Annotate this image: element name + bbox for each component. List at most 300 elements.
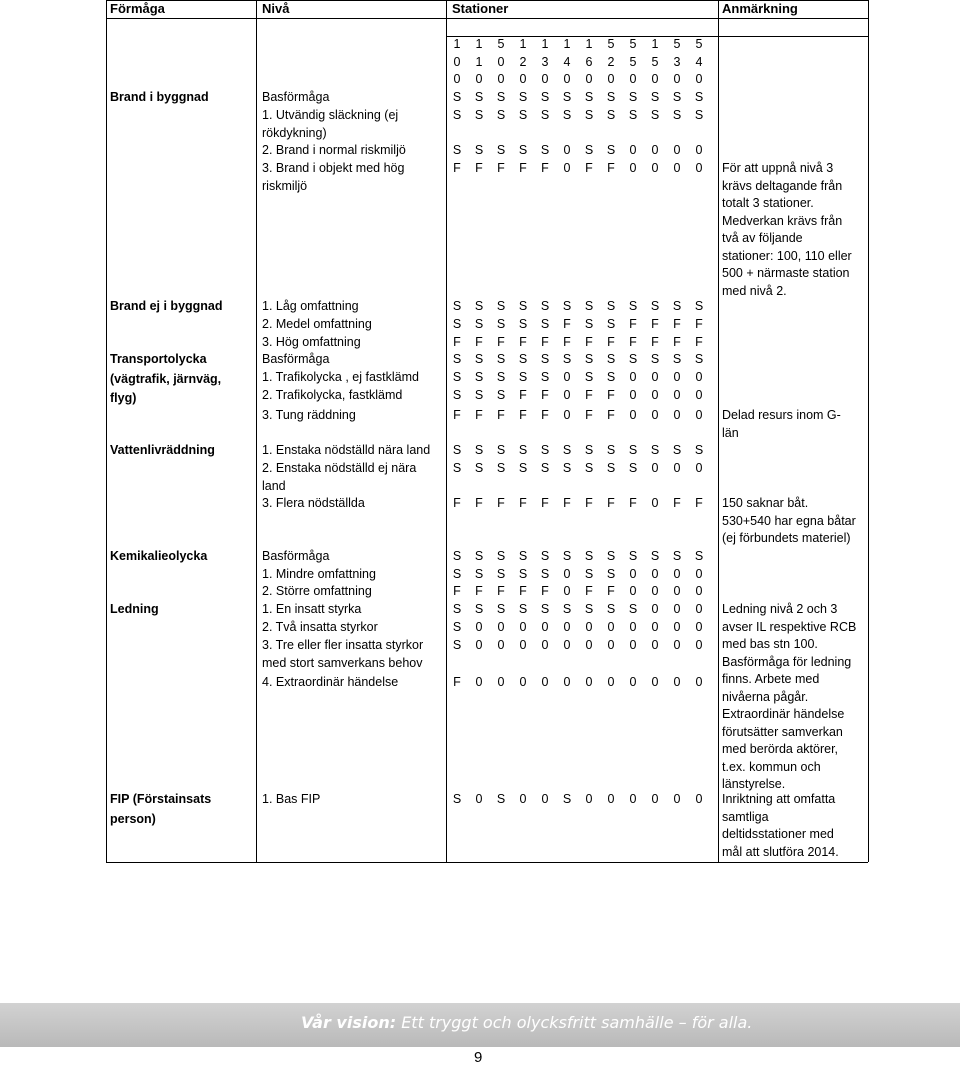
station-level-cell: F (585, 161, 593, 175)
station-level-cell: F (585, 584, 593, 598)
level-label: riskmiljö (262, 178, 308, 193)
station-level-cell: S (474, 370, 484, 384)
level-label: 3. Tre eller fler insatta styrkor (262, 638, 424, 652)
station-level-cell: S (496, 108, 506, 122)
remark-text: med nivå 2. (722, 283, 787, 298)
level-label: 1. Mindre omfattning (262, 567, 376, 581)
remark-text: Ledning nivå 2 och 3 (722, 602, 838, 616)
station-level-cell: S (672, 549, 682, 563)
station-level-cell: S (540, 352, 550, 366)
station-level-cell: 0 (475, 638, 483, 652)
station-level-cell: S (496, 792, 506, 806)
station-level-cell: F (519, 388, 527, 402)
station-level-cell: S (518, 108, 528, 122)
station-level-cell: S (672, 108, 682, 122)
station-level-cell: 0 (519, 675, 527, 689)
station-level-cell: 0 (563, 584, 571, 598)
station-level-cell: S (518, 549, 528, 563)
station-level-cell: 0 (541, 675, 549, 689)
station-level-cell: S (474, 352, 484, 366)
station-level-cell: 0 (629, 675, 637, 689)
station-number-digit: 0 (497, 54, 505, 69)
capability-label: FIP (Förstainsats (110, 792, 212, 806)
station-level-cell: S (540, 299, 550, 313)
station-level-cell: 0 (607, 638, 615, 652)
station-level-cell: S (496, 549, 506, 563)
station-level-cell: S (496, 299, 506, 313)
station-level-cell: F (673, 335, 681, 349)
station-level-cell: S (452, 317, 462, 331)
station-level-cell: 0 (695, 602, 703, 616)
station-level-cell: F (607, 496, 615, 510)
station-level-cell: F (673, 496, 681, 510)
level-label: 1. Trafikolycka , ej fastklämd (262, 370, 420, 384)
station-level-cell: S (518, 299, 528, 313)
station-level-cell: 0 (629, 143, 637, 157)
station-level-cell: 0 (563, 620, 571, 634)
station-level-cell: 0 (673, 370, 681, 384)
station-level-cell: 0 (651, 602, 659, 616)
station-level-cell: 0 (673, 143, 681, 157)
station-level-cell: S (496, 567, 506, 581)
station-level-cell: F (563, 496, 571, 510)
header-niva: Nivå (262, 1, 290, 16)
level-label: 1. Låg omfattning (262, 299, 359, 313)
station-level-cell: S (496, 370, 506, 384)
station-level-cell: S (496, 602, 506, 616)
station-level-cell: F (629, 335, 637, 349)
station-level-cell: 0 (629, 408, 637, 422)
remark-text: 500 + närmaste station (722, 266, 850, 280)
station-level-cell: F (541, 496, 549, 510)
station-level-cell: 0 (651, 638, 659, 652)
station-level-cell: 0 (651, 408, 659, 422)
station-level-cell: F (519, 584, 527, 598)
station-level-cell: S (606, 461, 616, 475)
station-level-cell: 0 (695, 370, 703, 384)
station-level-cell: F (695, 496, 703, 510)
station-level-cell: F (585, 496, 593, 510)
station-number-digit: 5 (695, 37, 703, 51)
capability-label: Kemikalieolycka (110, 549, 208, 563)
station-level-cell: S (672, 352, 682, 366)
remark-text: Medverkan krävs från (722, 213, 843, 228)
station-level-cell: S (628, 108, 638, 122)
station-level-cell: F (585, 388, 593, 402)
capability-label: Brand ej i byggnad (110, 299, 223, 313)
level-label: 2. Trafikolycka, fastklämd (262, 388, 403, 402)
remark-text: Inriktning att omfatta (722, 792, 836, 806)
station-level-cell: S (584, 549, 594, 563)
station-level-cell: 0 (673, 792, 681, 806)
station-level-cell: S (694, 549, 704, 563)
remark-text: Basförmåga för ledning (722, 654, 852, 669)
station-level-cell: F (585, 335, 593, 349)
station-level-cell: S (694, 299, 704, 313)
capability-table (106, 0, 868, 862)
station-level-cell: S (474, 602, 484, 616)
remark-text: (ej förbundets materiel) (722, 531, 851, 545)
station-level-cell: 0 (651, 584, 659, 598)
station-level-cell: 0 (651, 496, 659, 510)
station-number-digit: 0 (453, 72, 461, 86)
station-level-cell: F (541, 335, 549, 349)
station-level-cell: 0 (475, 675, 483, 689)
station-level-cell: S (628, 443, 638, 457)
station-level-cell: S (540, 90, 550, 104)
station-number-digit: 1 (519, 37, 527, 51)
station-number-digit: 5 (629, 54, 637, 69)
station-level-cell: S (518, 461, 528, 475)
slogan-text: Ett tryggt och olycksfritt samhälle – för alla. (396, 1013, 753, 1032)
station-level-cell: S (562, 108, 572, 122)
station-number-digit: 0 (563, 72, 571, 86)
station-level-cell: S (562, 352, 572, 366)
station-level-cell: S (496, 443, 506, 457)
station-level-cell: S (562, 602, 572, 616)
station-level-cell: 0 (475, 792, 483, 806)
remark-text: totalt 3 stationer. (722, 196, 814, 210)
station-level-cell: 0 (651, 370, 659, 384)
station-level-cell: 0 (695, 388, 703, 402)
station-number-digit: 1 (453, 37, 461, 51)
station-level-cell: 0 (695, 161, 703, 175)
station-level-cell: S (584, 370, 594, 384)
station-level-cell: S (518, 352, 528, 366)
station-level-cell: 0 (563, 143, 571, 157)
station-level-cell: S (606, 143, 616, 157)
station-level-cell: F (563, 317, 571, 331)
station-level-cell: S (584, 299, 594, 313)
station-level-cell: F (497, 496, 505, 510)
station-level-cell: S (540, 602, 550, 616)
station-level-cell: F (475, 584, 483, 598)
station-level-cell: 0 (629, 567, 637, 581)
station-level-cell: S (628, 461, 638, 475)
station-level-cell: 0 (475, 620, 483, 634)
level-label: 4. Extraordinär händelse (262, 675, 399, 689)
station-number-digit: 0 (673, 72, 681, 86)
level-label: rökdykning) (262, 125, 327, 140)
station-level-cell: S (518, 602, 528, 616)
station-level-cell: 0 (695, 584, 703, 598)
station-level-cell: S (584, 143, 594, 157)
station-number-digit: 5 (607, 37, 615, 51)
station-level-cell: S (606, 602, 616, 616)
level-label: 2. Brand i normal riskmiljö (262, 143, 406, 157)
station-level-cell: S (474, 299, 484, 313)
table-column-rule (256, 0, 257, 862)
station-level-cell: F (453, 408, 461, 422)
station-level-cell: S (452, 299, 462, 313)
station-level-cell: S (584, 602, 594, 616)
station-level-cell: S (452, 792, 462, 806)
station-level-cell: F (541, 584, 549, 598)
station-level-cell: S (540, 317, 550, 331)
station-level-cell: F (475, 161, 483, 175)
station-level-cell: 0 (563, 638, 571, 652)
remark-text: t.ex. kommun och (722, 759, 821, 774)
station-level-cell: S (628, 549, 638, 563)
station-number-digit: 0 (651, 72, 659, 86)
header-formaga: Förmåga (110, 1, 165, 16)
station-number-digit: 0 (695, 72, 703, 86)
station-level-cell: S (474, 549, 484, 563)
station-level-cell: S (606, 567, 616, 581)
station-level-cell: 0 (585, 638, 593, 652)
station-level-cell: S (452, 549, 462, 563)
station-level-cell: 0 (673, 602, 681, 616)
remark-text: med berörda aktörer, (722, 742, 839, 756)
station-number-digit: 5 (629, 37, 637, 51)
station-level-cell: S (606, 299, 616, 313)
station-level-cell: S (452, 638, 462, 652)
station-level-cell: 0 (563, 388, 571, 402)
station-level-cell: S (518, 90, 528, 104)
remark-text: 530+540 har egna båtar (722, 513, 856, 528)
station-level-cell: S (474, 461, 484, 475)
station-level-cell: S (452, 388, 462, 402)
station-level-cell: 0 (563, 161, 571, 175)
station-level-cell: F (673, 317, 681, 331)
station-level-cell: S (606, 108, 616, 122)
station-level-cell: F (453, 161, 461, 175)
station-level-cell: 0 (519, 620, 527, 634)
station-level-cell: 0 (519, 638, 527, 652)
level-label: 3. Tung räddning (262, 408, 356, 422)
station-number-digit: 4 (563, 54, 571, 69)
station-level-cell: 0 (651, 388, 659, 402)
level-label: 2. Medel omfattning (262, 317, 372, 331)
station-number-digit: 0 (585, 72, 593, 86)
station-level-cell: S (584, 352, 594, 366)
station-level-cell: S (540, 443, 550, 457)
station-number-digit: 1 (585, 37, 593, 51)
station-number-digit: 2 (519, 54, 527, 69)
station-level-cell: S (672, 299, 682, 313)
station-level-cell: F (607, 408, 615, 422)
station-level-cell: S (606, 370, 616, 384)
station-number-digit: 1 (475, 37, 483, 51)
level-label: 1. Enstaka nödställd nära land (262, 443, 431, 457)
station-level-cell: 0 (651, 161, 659, 175)
station-level-cell: F (519, 496, 527, 510)
station-level-cell: 0 (695, 638, 703, 652)
station-number-digit: 3 (673, 54, 681, 69)
station-level-cell: 0 (629, 620, 637, 634)
station-level-cell: S (496, 352, 506, 366)
level-label: med stort samverkans behov (262, 655, 423, 670)
station-level-cell: S (694, 352, 704, 366)
remark-text: mål att slutföra 2014. (722, 844, 839, 859)
station-level-cell: 0 (651, 792, 659, 806)
station-level-cell: 0 (673, 408, 681, 422)
station-level-cell: 0 (673, 567, 681, 581)
station-level-cell: F (475, 496, 483, 510)
station-level-cell: S (650, 299, 660, 313)
station-level-cell: S (452, 108, 462, 122)
station-level-cell: S (628, 90, 638, 104)
station-level-cell: F (497, 335, 505, 349)
station-level-cell: 0 (607, 620, 615, 634)
level-label: Basförmåga (262, 549, 330, 563)
station-number-digit: 0 (519, 72, 527, 86)
level-label: 1. Utvändig släckning (ej (262, 108, 399, 122)
station-level-cell: S (606, 549, 616, 563)
station-level-cell: 0 (497, 638, 505, 652)
station-level-cell: S (452, 461, 462, 475)
vision-slogan (301, 1013, 752, 1032)
station-level-cell: F (475, 335, 483, 349)
station-level-cell: 0 (651, 461, 659, 475)
remark-text: finns. Arbete med (722, 672, 820, 686)
table-column-rule (868, 0, 869, 862)
station-level-cell: F (541, 388, 549, 402)
remark-text: med bas stn 100. (722, 637, 818, 651)
station-level-cell: F (475, 408, 483, 422)
station-number-digit: 0 (453, 54, 461, 69)
station-level-cell: F (651, 335, 659, 349)
station-level-cell: S (518, 567, 528, 581)
station-level-cell: S (474, 443, 484, 457)
station-level-cell: 0 (673, 584, 681, 598)
station-level-cell: F (629, 496, 637, 510)
station-level-cell: 0 (607, 675, 615, 689)
station-level-cell: S (496, 461, 506, 475)
station-level-cell: F (453, 496, 461, 510)
level-label: 2. Större omfattning (262, 584, 372, 598)
station-level-cell: 0 (629, 370, 637, 384)
station-level-cell: S (650, 443, 660, 457)
station-level-cell: F (497, 408, 505, 422)
station-level-cell: S (474, 388, 484, 402)
station-level-cell: 0 (585, 620, 593, 634)
station-level-cell: F (541, 408, 549, 422)
station-level-cell: S (518, 370, 528, 384)
remark-text: län (722, 425, 739, 440)
station-level-cell: S (650, 352, 660, 366)
remark-text: länstyrelse. (722, 777, 786, 791)
station-level-cell: S (606, 317, 616, 331)
station-level-cell: 0 (563, 567, 571, 581)
station-number-digit: 0 (497, 72, 505, 86)
station-level-cell: 0 (563, 675, 571, 689)
remark-text: krävs deltagande från (722, 178, 843, 193)
remark-text: För att uppnå nivå 3 (722, 161, 834, 175)
station-number-digit: 3 (541, 54, 549, 69)
station-number-digit: 5 (497, 37, 505, 51)
level-label: 3. Brand i objekt med hög (262, 161, 405, 175)
station-level-cell: F (629, 317, 637, 331)
station-level-cell: S (518, 443, 528, 457)
station-level-cell: 0 (541, 638, 549, 652)
header-stationer: Stationer (452, 1, 509, 16)
station-level-cell: S (584, 461, 594, 475)
station-level-cell: S (474, 143, 484, 157)
station-level-cell: F (497, 584, 505, 598)
station-number-digit: 0 (607, 72, 615, 86)
station-level-cell: S (452, 143, 462, 157)
station-number-digit: 1 (475, 54, 483, 69)
station-level-cell: F (453, 675, 461, 689)
station-level-cell: S (452, 352, 462, 366)
station-number-digit: 6 (585, 54, 593, 69)
station-number-digit: 5 (651, 54, 659, 69)
station-level-cell: S (540, 108, 550, 122)
station-level-cell: S (562, 461, 572, 475)
station-level-cell: 0 (585, 675, 593, 689)
station-number-digit: 0 (629, 72, 637, 86)
station-level-cell: S (518, 143, 528, 157)
station-level-cell: 0 (673, 638, 681, 652)
station-level-cell: F (453, 584, 461, 598)
station-level-cell: 0 (497, 675, 505, 689)
remark-text: Delad resurs inom G- (722, 408, 841, 422)
page-number: 9 (474, 1049, 483, 1066)
station-level-cell: S (496, 90, 506, 104)
station-level-cell: S (452, 620, 462, 634)
station-level-cell: 0 (519, 792, 527, 806)
remark-text: samtliga (722, 809, 769, 824)
station-level-cell: 0 (695, 620, 703, 634)
station-level-cell: 0 (585, 792, 593, 806)
station-level-cell: S (496, 388, 506, 402)
station-level-cell: 0 (673, 461, 681, 475)
station-level-cell: 0 (695, 408, 703, 422)
station-level-cell: 0 (695, 567, 703, 581)
station-number-digit: 0 (541, 72, 549, 86)
remark-text: Extraordinär händelse (722, 707, 845, 721)
station-number-digit: 5 (673, 37, 681, 51)
station-level-cell: 0 (651, 143, 659, 157)
station-level-cell: S (452, 90, 462, 104)
station-level-cell: 0 (673, 161, 681, 175)
remark-text: avser IL respektive RCB (722, 619, 857, 634)
capability-label: flyg) (110, 391, 137, 405)
station-level-cell: S (584, 567, 594, 581)
station-level-cell: S (650, 90, 660, 104)
table-column-rule (718, 0, 719, 862)
station-level-cell: S (606, 352, 616, 366)
level-label: 2. Två insatta styrkor (262, 620, 378, 634)
station-level-cell: S (562, 299, 572, 313)
station-level-cell: S (562, 792, 572, 806)
station-level-cell: 0 (629, 792, 637, 806)
slogan-label: Vår vision: (301, 1013, 397, 1032)
station-level-cell: F (453, 335, 461, 349)
station-level-cell: F (585, 408, 593, 422)
station-level-cell: F (607, 388, 615, 402)
station-level-cell: S (562, 549, 572, 563)
station-level-cell: S (650, 549, 660, 563)
station-level-cell: 0 (629, 161, 637, 175)
level-label: 1. Bas FIP (262, 792, 321, 806)
station-level-cell: 0 (541, 792, 549, 806)
station-level-cell: S (694, 108, 704, 122)
remark-text: nivåerna pågår. (722, 689, 809, 704)
table-column-rule (446, 0, 447, 862)
station-level-cell: F (607, 161, 615, 175)
level-label: Basförmåga (262, 352, 330, 366)
station-level-cell: 0 (563, 408, 571, 422)
level-label: 3. Hög omfattning (262, 335, 361, 349)
station-level-cell: S (584, 90, 594, 104)
station-level-cell: S (540, 567, 550, 581)
station-level-cell: F (651, 317, 659, 331)
station-level-cell: S (628, 352, 638, 366)
station-level-cell: S (474, 90, 484, 104)
capability-label: (vägtrafik, järnväg, (110, 371, 222, 386)
